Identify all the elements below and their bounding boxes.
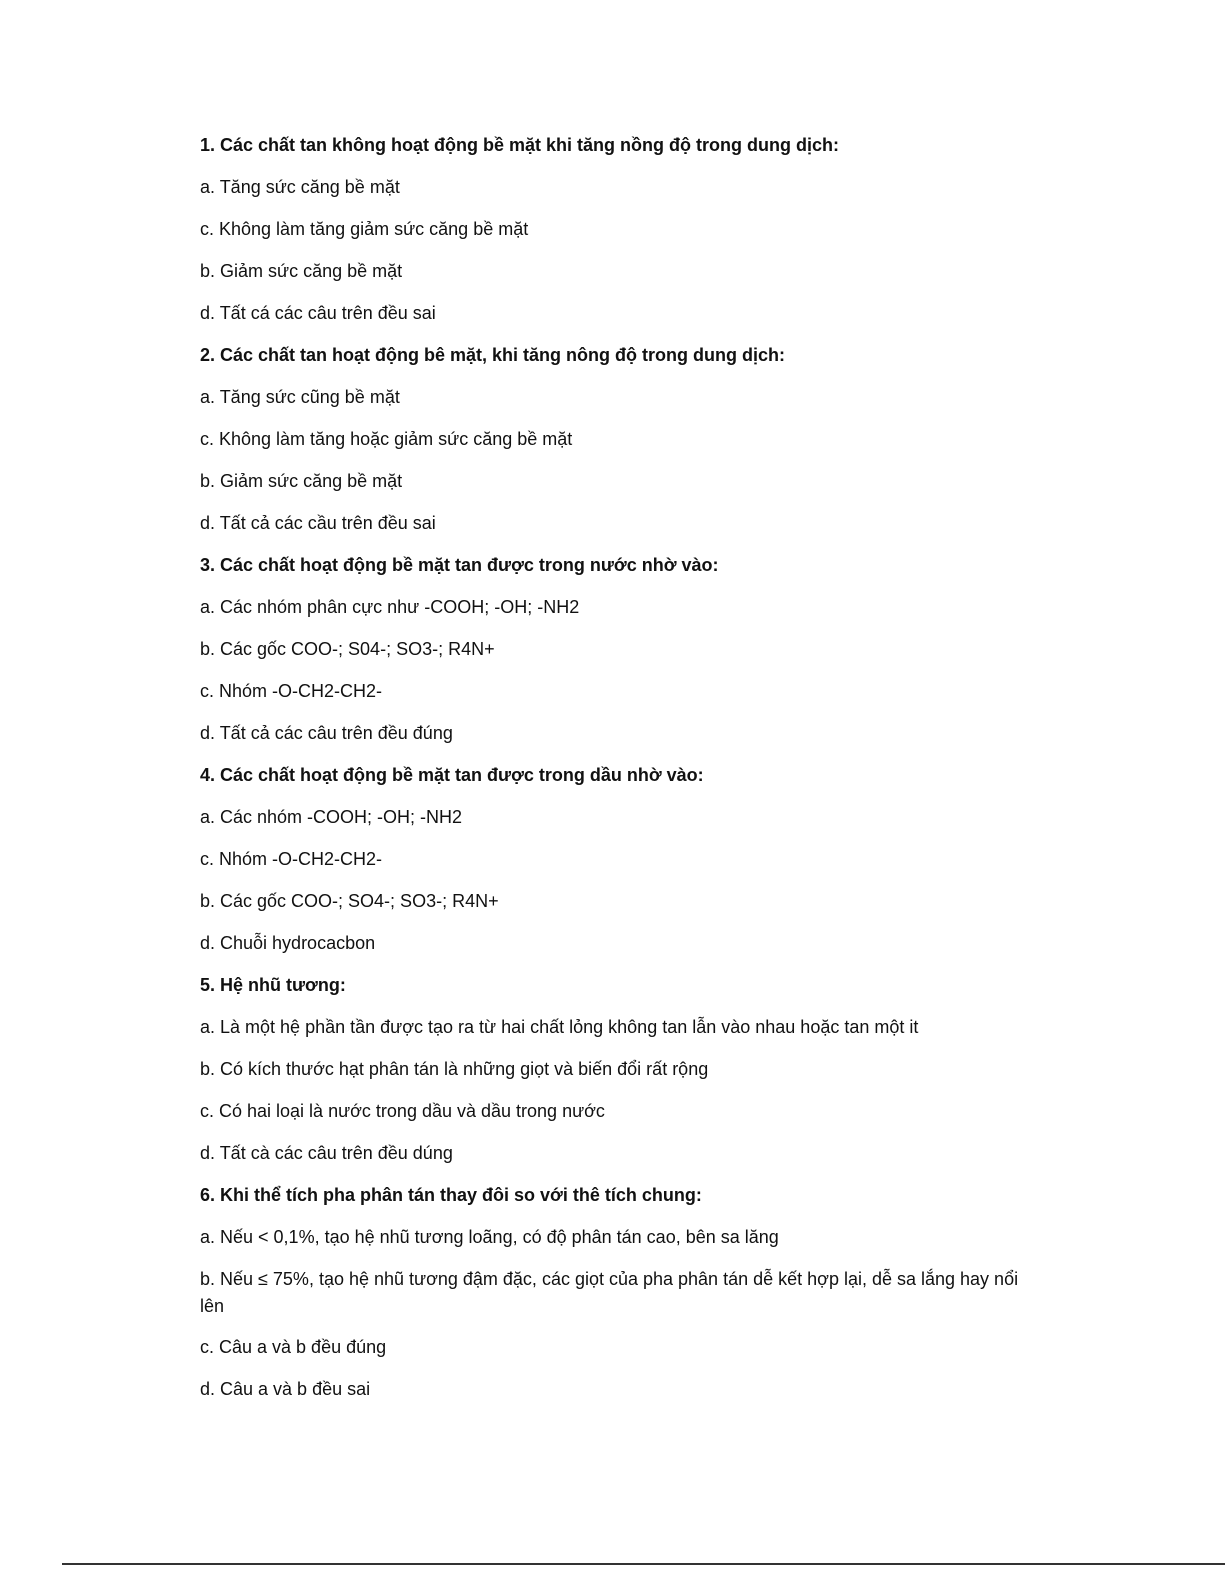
document-body (200, 132, 1020, 1418)
question-title: 3. Các chất hoạt động bề mặt tan được trong nước nhờ vào: (200, 555, 719, 575)
answer-option: b. Có kích thước hạt phân tán là những giọt và biến đổi rất rộng (200, 1059, 709, 1079)
answer-option: a. Là một hệ phần tần được tạo ra từ hai chất lỏng không tan lẫn vào nhau hoặc tan một it (200, 1017, 919, 1037)
question-5 (200, 972, 1020, 1166)
answer-option: b. Giảm sức căng bề mặt (200, 471, 403, 491)
question-2 (200, 342, 1020, 536)
answer-option: c. Nhóm -O-CH2-CH2- (200, 681, 383, 701)
question-title: 1. Các chất tan không hoạt động bề mặt khi tăng nồng độ trong dung dịch: (200, 135, 839, 155)
question-4 (200, 762, 1020, 956)
page-bottom-divider (62, 1563, 1225, 1565)
answer-option: c. Nhóm -O-CH2-CH2- (200, 849, 383, 869)
question-3 (200, 552, 1020, 746)
question-title: 6. Khi thể tích pha phân tán thay đôi so với thê tích chung: (200, 1185, 702, 1205)
answer-option: a. Các nhóm phân cực như -COOH; -OH; -NH2 (200, 597, 580, 617)
question-title: 4. Các chất hoạt động bề mặt tan được trong dầu nhờ vào: (200, 765, 704, 785)
answer-option: c. Không làm tăng giảm sức căng bề mặt (200, 219, 529, 239)
answer-option: a. Tăng sức căng bề mặt (200, 177, 400, 197)
answer-option: a. Các nhóm -COOH; -OH; -NH2 (200, 807, 463, 827)
answer-option: c. Câu a và b đều đúng (200, 1337, 387, 1357)
answer-option: d. Tất cả các cầu trên đều sai (200, 513, 436, 533)
answer-option: d. Tất cà các câu trên đều dúng (200, 1143, 453, 1163)
answer-option: b. Các gốc COO-; S04-; SO3-; R4N+ (200, 639, 495, 659)
answer-option: b. Các gốc COO-; SO4-; SO3-; R4N+ (200, 891, 499, 911)
question-title: 5. Hệ nhũ tương: (200, 975, 346, 995)
answer-option: d. Câu a và b đều sai (200, 1379, 371, 1399)
answer-option: d. Tất cá các câu trên đều sai (200, 303, 436, 323)
answer-option: a. Nếu < 0,1%, tạo hệ nhũ tương loãng, có độ phân tán cao, bên sa lăng (200, 1227, 779, 1247)
question-1 (200, 132, 1020, 326)
question-6 (200, 1182, 1020, 1402)
answer-option: a. Tăng sức cũng bề mặt (200, 387, 400, 407)
answer-option: c. Có hai loại là nước trong dầu và dầu trong nước (200, 1101, 605, 1121)
answer-option: c. Không làm tăng hoặc giảm sức căng bề mặt (200, 429, 573, 449)
question-title: 2. Các chất tan hoạt động bê mặt, khi tăng nông độ trong dung dịch: (200, 345, 785, 365)
answer-option: d. Chuỗi hydrocacbon (200, 933, 376, 953)
answer-option: b. Giảm sức căng bề mặt (200, 261, 403, 281)
answer-option: d. Tất cả các câu trên đều đúng (200, 723, 453, 743)
answer-option: b. Nếu ≤ 75%, tạo hệ nhũ tương đậm đặc, các giọt của pha phân tán dễ kết hợp lại, dễ sa lắng hay nổi lên (200, 1269, 1019, 1316)
